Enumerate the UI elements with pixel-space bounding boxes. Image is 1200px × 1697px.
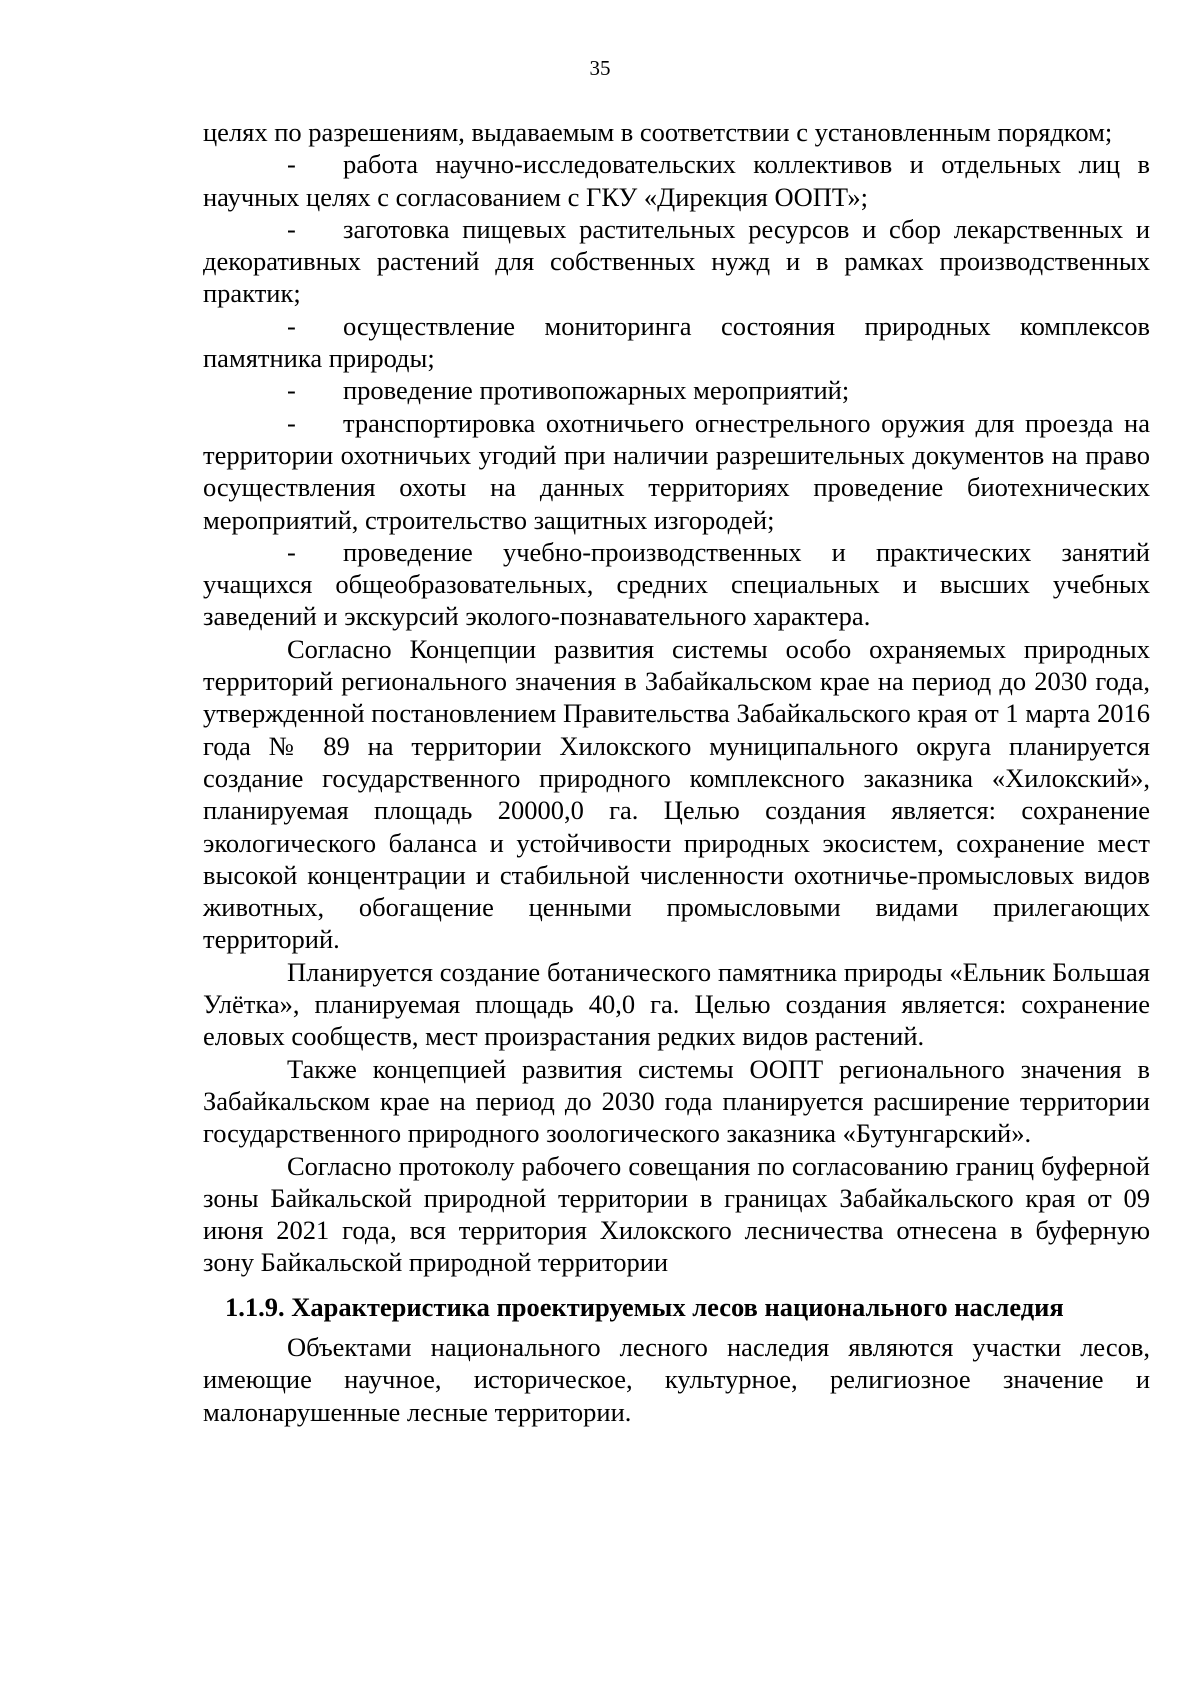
section-heading: 1.1.9. Характеристика проектируемых лесов национального наследия [225,1291,1064,1322]
list-marker: - [287,310,296,341]
paragraph-elnik: Планируется создание ботанического памятника природы «Ельник Большая Улётка», планируемая площадь 40,0 га. Целью создания является: сохранение еловых сообществ, мест произрастания редких видов растений. [203,956,1150,1052]
list-marker: - [287,213,296,244]
paragraph-concept-khilok: Согласно Концепции развития системы особо охраняемых природных территорий регионального значения в Забайкальском крае на период до 2030 года, утвержденной постановлением Правительства Забайкальского края от 1 марта 2016 года № 89 на территории Хилокского муниципального округа планируется создание государственного природного комплексного заказника «Хилокский», планируемая площадь 20000,0 га. Целью создания является: сохранение экологического баланса и устойчивости природных экосистем, сохранение мест высокой концентрации и стабильной численности охотничье-промысловых видов животных, обогащение ценными промысловыми видами прилегающих территорий. [203,633,1150,955]
list-marker: - [287,375,296,406]
paragraph-buffer-zone: Согласно протоколу рабочего совещания по согласованию границ буферной зоны Байкальской природной территории в границах Забайкальского края от 09 июня 2021 года, вся территория Хилокского лесничества отнесена в буферную зону Байкальской природной территории [203,1150,1150,1278]
list-item-text: заготовка пищевых растительных ресурсов и сбор лекарственных и декоративных растений для собственных нужд и в рамках производственных практик; [203,213,1150,309]
list-item [203,536,1150,633]
paragraph-butungarsky: Также концепцией развития системы ООПТ регионального значения в Забайкальском крае на период до 2030 года планируется расширение территории государственного природного зоологического заказника «Бутунгарский». [203,1053,1150,1149]
list-item-text: проведение противопожарных мероприятий; [343,375,850,406]
list-item [203,407,1150,536]
list-item [203,310,1150,375]
document-body [203,116,1150,1428]
list-item-text: осуществление мониторинга состояния природных комплексов памятника природы; [203,310,1150,374]
page-number: 35 [589,56,611,80]
list-item-text: транспортировка охотничьего огнестрельного оружия для проезда на территории охотничьих угодий при наличии разрешительных документов на право осуществления охоты на данных территориях проведение биотехнических мероприятий, строительство защитных изгородей; [203,407,1150,535]
continued-text: целях по разрешениям, выдаваемым в соответствии с установленным порядком; [203,117,1113,147]
list-marker: - [287,407,296,438]
list-item [203,213,1150,310]
list-marker: - [287,149,296,180]
list-item [203,374,1150,406]
list-item [203,148,1150,213]
list-marker: - [287,536,296,567]
list-item-text: проведение учебно-производственных и практических занятий учащихся общеобразовательных, средних специальных и высших учебных заведений и экскурсий эколого-познавательного характера. [203,536,1150,632]
list-item-text: работа научно-исследовательских коллективов и отдельных лиц в научных целях с согласованием с ГКУ «Дирекция ООПТ»; [203,149,1150,212]
paragraph-national-heritage: Объектами национального лесного наследия являются участки лесов, имеющие научное, историческое, культурное, религиозное значение и малонарушенные лесные территории. [203,1331,1150,1427]
